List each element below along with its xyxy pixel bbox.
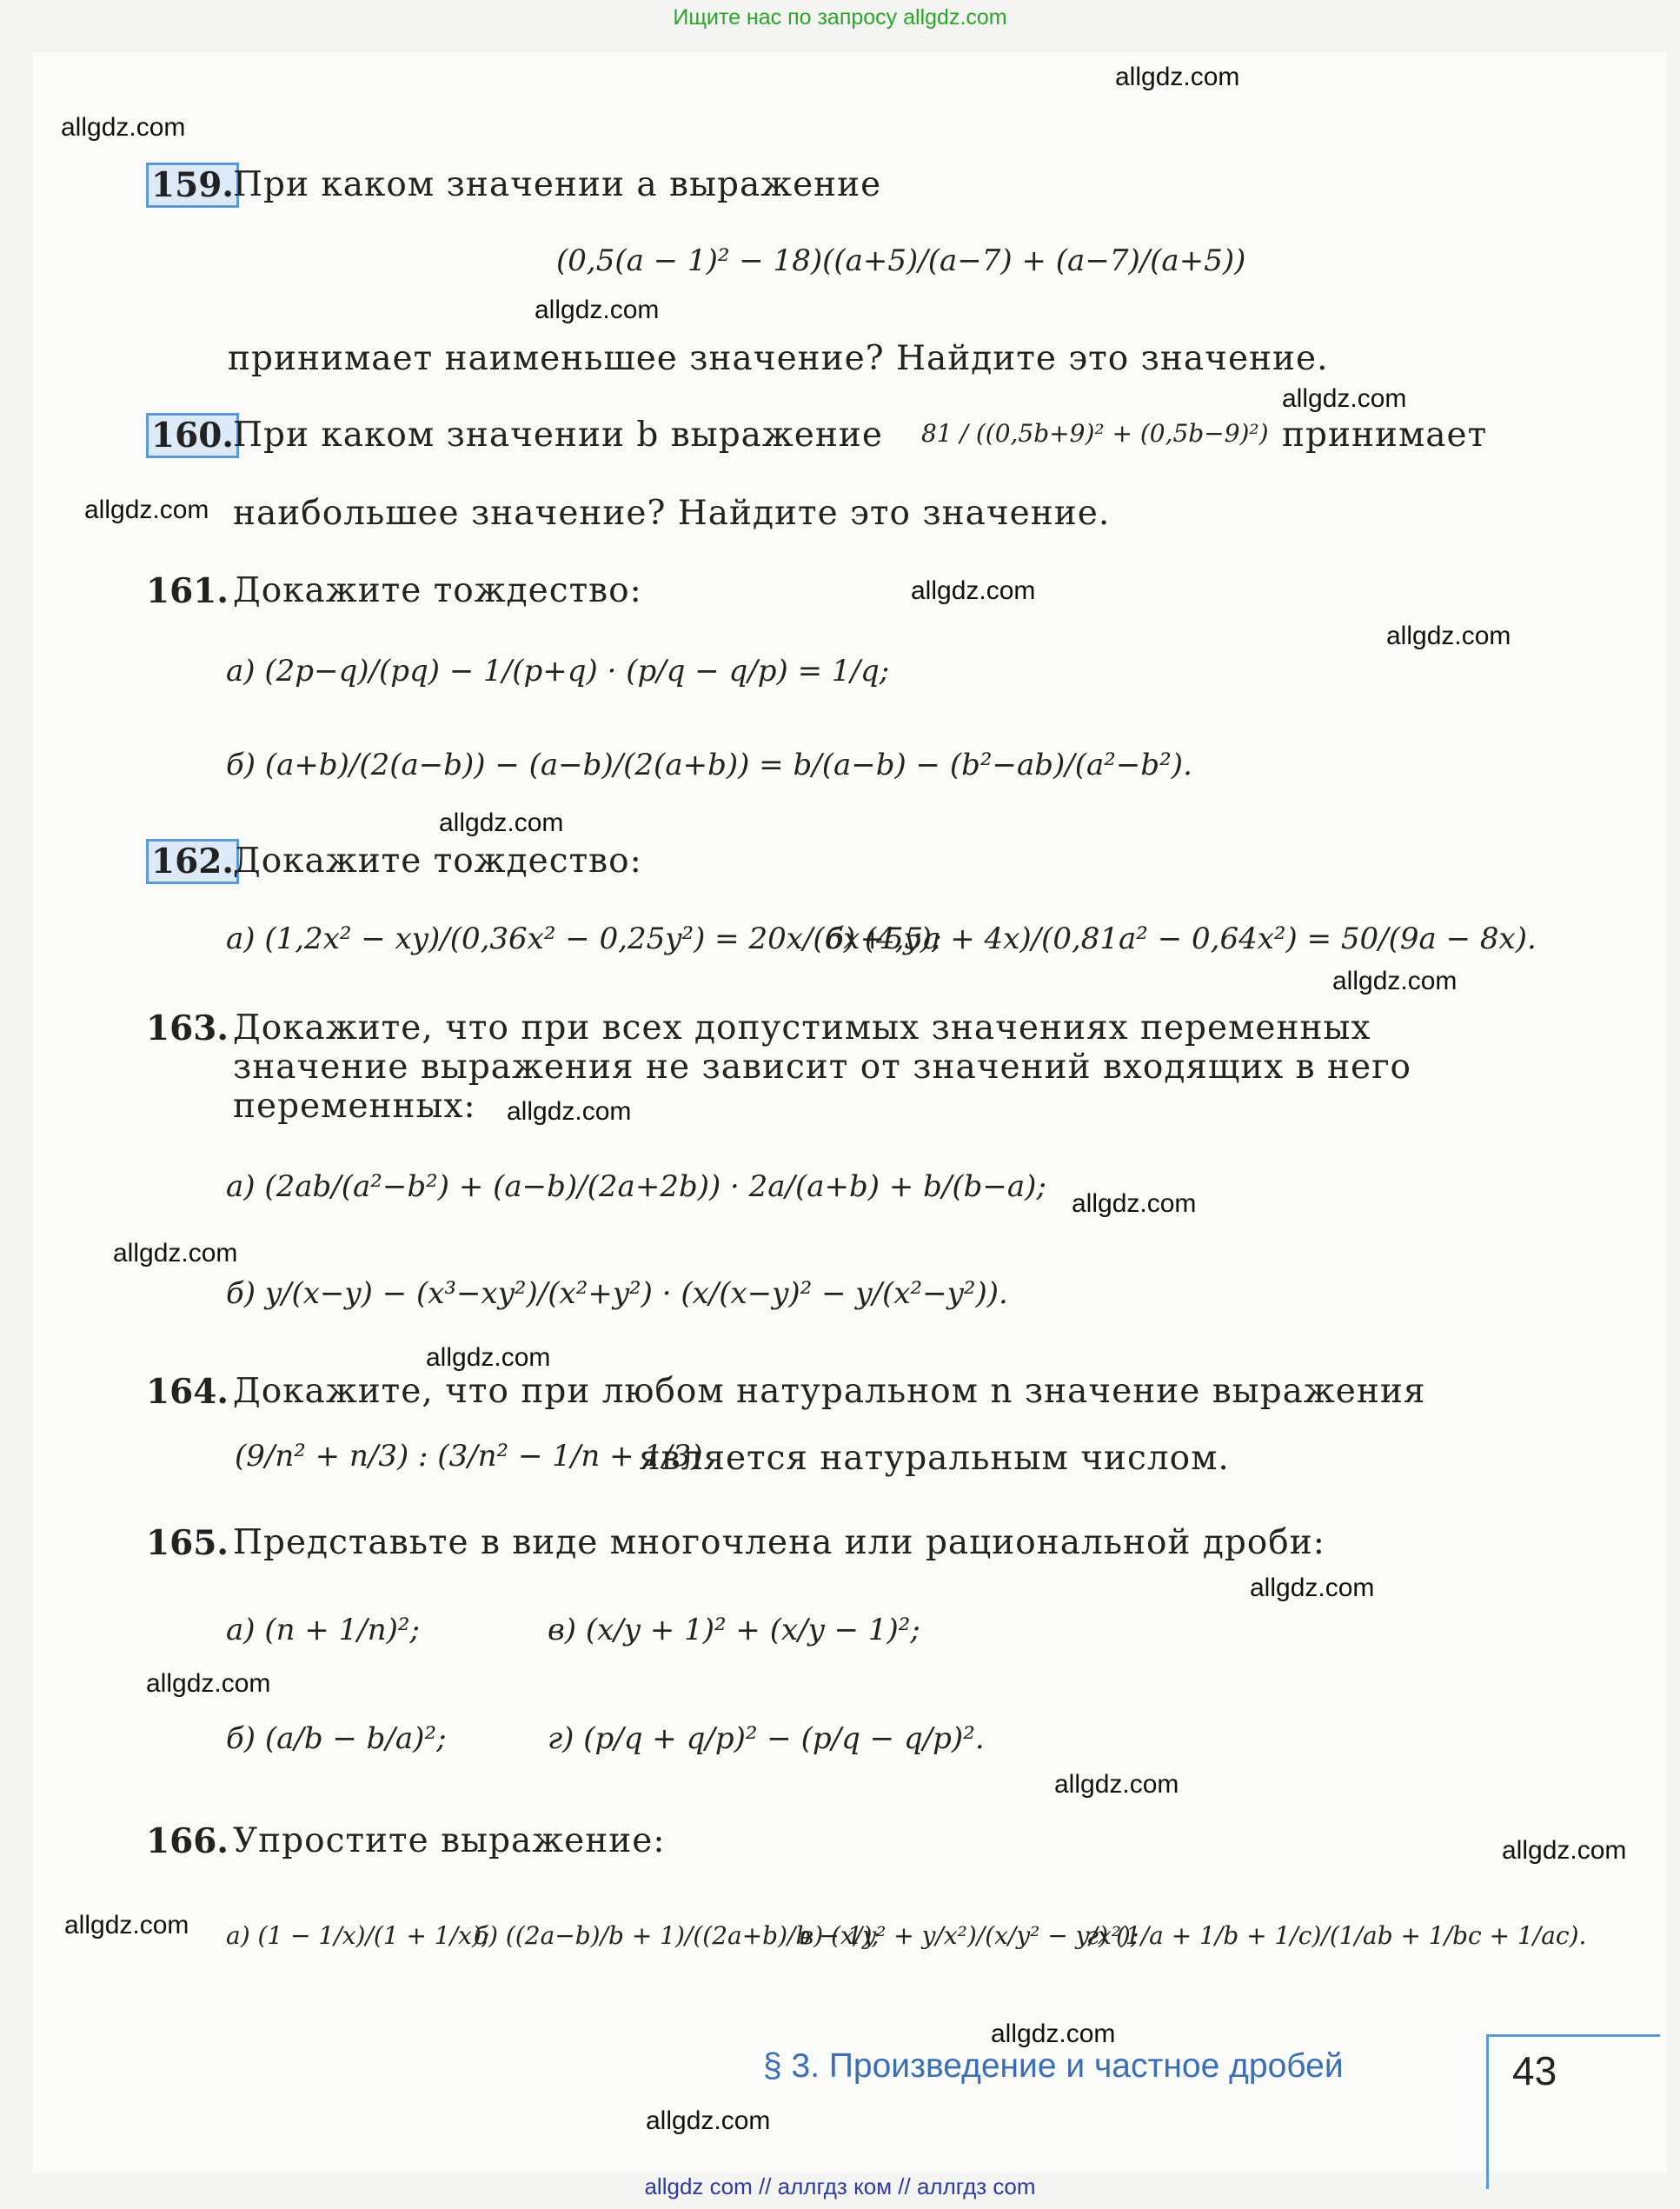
- problem-163-text: Докажите, что при всех допустимых значениях переменных: [233, 1008, 1371, 1048]
- problem-number-160: 160.: [146, 416, 239, 456]
- problem-159-text: При каком значении a выражение: [233, 165, 882, 204]
- problem-number-164: 164.: [146, 1372, 229, 1412]
- watermark: allgdz.com: [61, 113, 186, 142]
- watermark: allgdz.com: [911, 576, 1036, 605]
- watermark: allgdz.com: [439, 808, 564, 837]
- watermark: allgdz.com: [507, 1097, 632, 1126]
- problem-164-text: Докажите, что при любом натуральном n значение выражения: [233, 1372, 1426, 1411]
- section-title: § 3. Произведение и частное дробей: [763, 2047, 1344, 2085]
- problem-160-tail: принимает: [1282, 416, 1488, 455]
- problem-number-162: 162.: [146, 842, 239, 882]
- problem-165-a: а) (n + 1/n)²;: [226, 1613, 420, 1647]
- problem-166-text: Упростите выражение:: [233, 1821, 666, 1860]
- problem-161-a: а) (2p−q)/(pq) − 1/(p+q) · (p/q − q/p) = 1/q;: [226, 654, 890, 689]
- watermark: allgdz.com: [1332, 967, 1458, 995]
- problem-number-165: 165.: [146, 1523, 229, 1563]
- problem-162-b: б) (4,5a + 4x)/(0,81a² − 0,64x²) = 50/(9a − 8x).: [826, 922, 1537, 956]
- problem-160-text: При каком значении b выражение: [233, 416, 883, 455]
- footer-divider: [1486, 2034, 1489, 2189]
- problem-163-a: а) (2ab/(a²−b²) + (a−b)/(2a+2b)) · 2a/(a+b) + b/(b−a);: [226, 1169, 1046, 1204]
- problem-161-b: б) (a+b)/(2(a−b)) − (a−b)/(2(a+b)) = b/(a−b) − (b²−ab)/(a²−b²).: [226, 748, 1192, 782]
- problem-162-text: Докажите тождество:: [233, 842, 642, 881]
- watermark: allgdz.com: [535, 296, 660, 324]
- footer-divider: [1486, 2034, 1660, 2037]
- watermark: allgdz.com: [64, 1911, 189, 1940]
- watermark: allgdz.com: [1282, 384, 1407, 413]
- problem-161-text: Докажите тождество:: [233, 571, 642, 610]
- watermark: allgdz.com: [1386, 622, 1511, 650]
- watermark: allgdz.com: [991, 2019, 1116, 2048]
- watermark: allgdz.com: [146, 1669, 271, 1698]
- problem-165-g: г) (p/q + q/p)² − (p/q − q/p)².: [548, 1721, 985, 1756]
- watermark: allgdz.com: [1502, 1836, 1627, 1865]
- problem-166-b: б) ((2a−b)/b + 1)/((2a+b)/b − 1);: [474, 1921, 880, 1950]
- problem-number-159: 159.: [146, 165, 239, 205]
- problem-166-v: в) (x/y² + y/x²)/(x/y² − y/x²);: [800, 1921, 1139, 1950]
- problem-163-b: б) y/(x−y) − (x³−xy²)/(x²+y²) · (x/(x−y)² − y/(x²−y²)).: [226, 1276, 1008, 1311]
- watermark: allgdz.com: [1072, 1189, 1197, 1218]
- problem-number-166: 166.: [146, 1821, 229, 1861]
- problem-159-text-2: принимает наименьшее значение? Найдите это значение.: [228, 339, 1329, 378]
- problem-162-a: а) (1,2x² − xy)/(0,36x² − 0,25y²) = 20x/(6x+5y);: [226, 922, 942, 956]
- watermark: allgdz.com: [1054, 1770, 1179, 1799]
- problem-number-161: 161.: [146, 571, 229, 611]
- problem-164-formula: (9/n² + n/3) : (3/n² − 1/n + 1/3): [235, 1439, 703, 1474]
- problem-163-text-3: переменных:: [233, 1087, 476, 1126]
- watermark: allgdz.com: [646, 2106, 771, 2135]
- problem-163-text-2: значение выражения не зависит от значений входящих в него: [233, 1048, 1411, 1087]
- watermark: allgdz.com: [1250, 1574, 1375, 1602]
- problem-165-v: в) (x/y + 1)² + (x/y − 1)²;: [548, 1613, 920, 1647]
- page-number: 43: [1512, 2048, 1557, 2093]
- problem-160-formula: 81 / ((0,5b+9)² + (0,5b−9)²): [921, 419, 1269, 448]
- problem-number-163: 163.: [146, 1008, 229, 1048]
- problem-165-text: Представьте в виде многочлена или рациональной дроби:: [233, 1523, 1325, 1562]
- bottom-banner[interactable]: allgdz com // аллгдз ком // аллгдз com: [644, 2173, 1036, 2199]
- problem-165-b: б) (a/b − b/a)²;: [226, 1721, 447, 1756]
- problem-159-formula: (0,5(a − 1)² − 18)((a+5)/(a−7) + (a−7)/(a+5)): [556, 243, 1246, 278]
- watermark: allgdz.com: [113, 1239, 238, 1268]
- watermark: allgdz.com: [1115, 63, 1240, 91]
- problem-166-a: а) (1 − 1/x)/(1 + 1/x);: [226, 1921, 490, 1950]
- problem-164-text-2: является натуральным числом.: [639, 1439, 1230, 1478]
- top-banner[interactable]: Ищите нас по запросу allgdz.com: [673, 5, 1007, 30]
- problem-166-g: г) (1/a + 1/b + 1/c)/(1/ab + 1/bc + 1/ac).: [1086, 1921, 1587, 1950]
- watermark: allgdz.com: [426, 1343, 551, 1372]
- watermark: allgdz.com: [84, 496, 209, 524]
- problem-160-text-2: наибольшее значение? Найдите это значение.: [233, 494, 1111, 533]
